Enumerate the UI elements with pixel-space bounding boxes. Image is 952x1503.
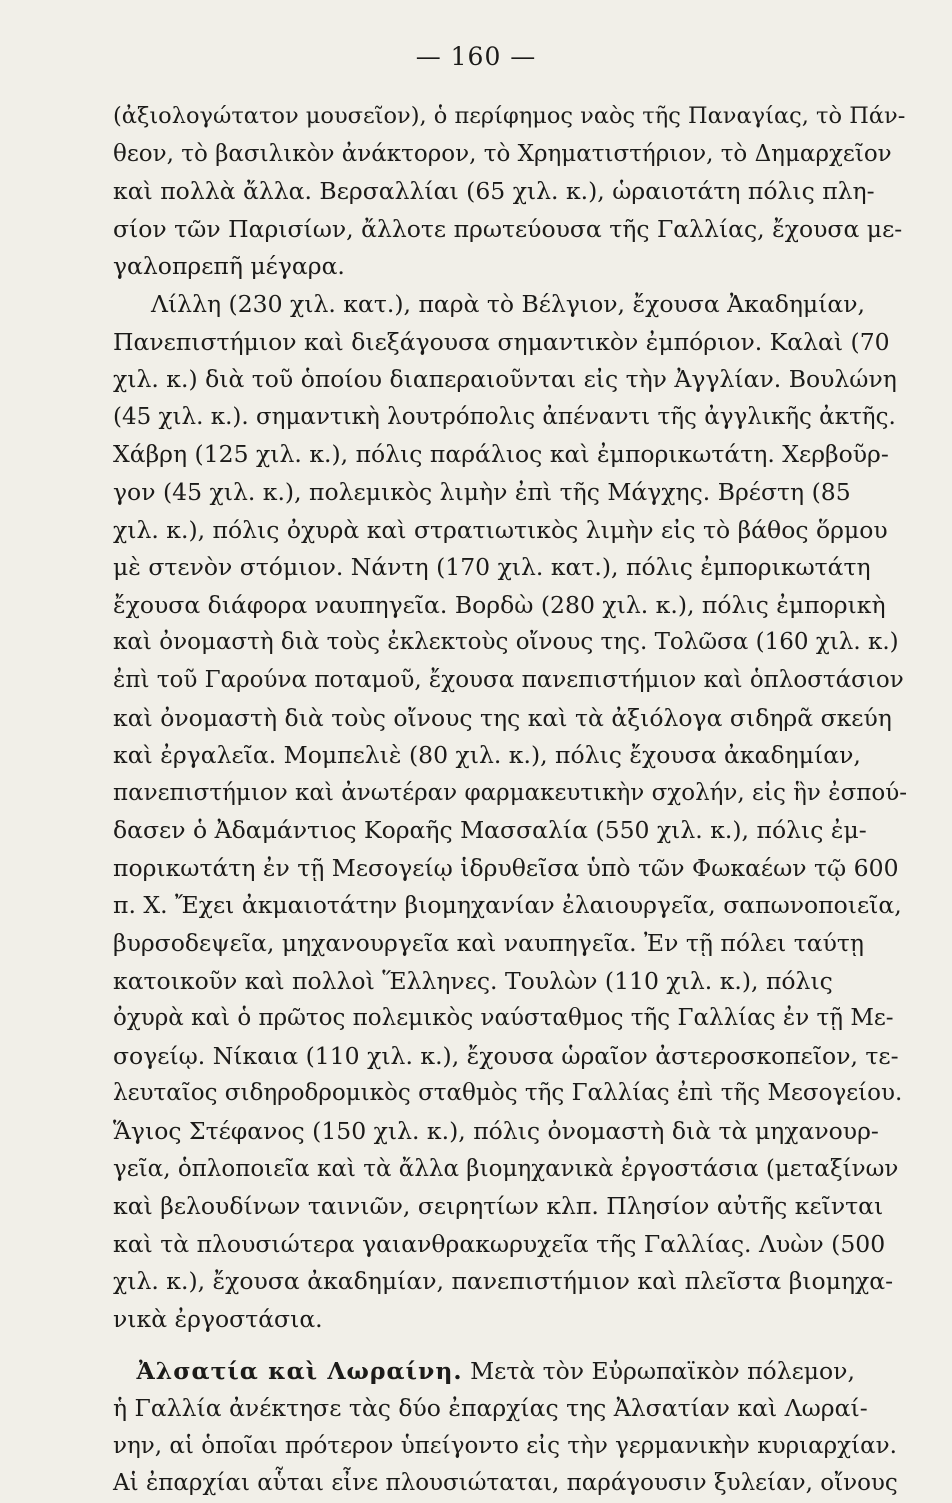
text-line: γεῖα, ὁπλοποιεῖα καὶ τὰ ἄλλα βιομηχανικὰ ἐργοστάσια (μεταξίνων xyxy=(113,1155,899,1182)
text-line: λευταῖος σιδηροδρομικὸς σταθμὸς τῆς Γαλλίας ἐπὶ τῆς Μεσογείου. xyxy=(113,1080,903,1107)
text-line: νικὰ ἐργοστάσια. xyxy=(113,1305,323,1333)
text-line: καὶ τὰ πλουσιώτερα γαιανθρακωρυχεῖα τῆς Γαλλίας. Λυὼν (500 xyxy=(113,1229,886,1258)
text-line: πανεπιστήμιον καὶ ἀνωτέραν φαρμακευτικὴν σχολήν, εἰς ἣν ἐσπού- xyxy=(113,779,907,806)
paragraph-alsace-lorraine xyxy=(113,1390,908,1503)
section-first-line: Μετὰ τὸν Εὐρωπαϊκὸν πόλεμον, xyxy=(470,1356,855,1385)
text-line: καὶ ἐργαλεῖα. Μομπελιὲ (80 χιλ. κ.), πόλις ἔχουσα ἀκαδημίαν, xyxy=(113,741,861,770)
text-line: Λίλλη (230 χιλ. κατ.), παρὰ τὸ Βέλγιον, ἔχουσα Ἀκαδημίαν, xyxy=(151,289,866,318)
text-line: καὶ ὀνομαστὴ διὰ τοὺς οἴνους της καὶ τὰ ἀξιόλογα σιδηρᾶ σκεύη xyxy=(113,703,892,732)
text-line: Ἅγιος Στέφανος (150 χιλ. κ.), πόλις ὀνομαστὴ διὰ τὰ μηχανουρ- xyxy=(113,1117,879,1146)
text-line: πορικωτάτη ἐν τῇ Μεσογείῳ ἱδρυθεῖσα ὑπὸ τῶν Φωκαέων τῷ 600 xyxy=(113,853,899,882)
text-line: χιλ. κ.), ἔχουσα ἀκαδημίαν, πανεπιστήμιον καὶ πλεῖστα βιομηχα- xyxy=(113,1267,894,1296)
text-line: ἐπὶ τοῦ Γαρούνα ποταμοῦ, ἔχουσα πανεπιστήμιον καὶ ὁπλοστάσιον xyxy=(113,666,904,693)
text-line: καὶ ὀνομαστὴ διὰ τοὺς ἐκλεκτοὺς οἴνους της. Τολῶσα (160 χιλ. κ.) xyxy=(113,629,899,656)
text-line: Πανεπιστήμιον καὶ διεξάγουσα σημαντικὸν ἐμπόριον. Καλαὶ (70 xyxy=(113,327,890,356)
paragraph-paris xyxy=(113,98,908,286)
text-line: Χάβρη (125 χιλ. κ.), πόλις παράλιος καὶ ἐμπορικωτάτη. Χερβοῦρ- xyxy=(113,440,889,469)
text-line: νην, αἱ ὁποῖαι πρότερον ὑπείγοντο εἰς τὴν γερμανικὴν κυριαρχίαν. xyxy=(113,1432,897,1459)
text-line: μὲ στενὸν στόμιον. Νάντη (170 χιλ. κατ.), πόλις ἐμπορικωτάτη xyxy=(113,553,871,582)
text-line: ὀχυρὰ καὶ ὁ πρῶτος πολεμικὸς ναύσταθμος τῆς Γαλλίας ἐν τῇ Με- xyxy=(113,1005,894,1032)
text-line: χιλ. κ.) διὰ τοῦ ὁποίου διαπεραιοῦνται εἰς τὴν Ἀγγλίαν. Βουλώνη xyxy=(113,365,897,394)
section-alsace-lorraine-line xyxy=(113,1353,908,1391)
text-line: ἔχουσα διάφορα ναυπηγεῖα. Βορδὼ (280 χιλ. κ.), πόλις ἐμπορικὴ xyxy=(113,590,886,619)
paragraph-french-cities xyxy=(113,286,908,1339)
page-number: — 160 — xyxy=(415,42,537,71)
text-line: θεον, τὸ βασιλικὸν ἀνάκτορον, τὸ Χρηματιστήριον, τὸ Δημαρχεῖον xyxy=(113,140,892,167)
text-line: βυρσοδεψεῖα, μηχανουργεῖα καὶ ναυπηγεῖα. Ἐν τῇ πόλει ταύτῃ xyxy=(113,929,864,958)
text-line: γαλοπρεπῆ μέγαρα. xyxy=(113,252,345,281)
text-line: σογείῳ. Νίκαια (110 χιλ. κ.), ἔχουσα ὡραῖον ἀστεροσκοπεῖον, τε- xyxy=(113,1041,899,1070)
text-line: (ἀξιολογώτατον μουσεῖον), ὁ περίφημος ναὸς τῆς Παναγίας, τὸ Πάν- xyxy=(113,103,906,129)
text-line: Αἱ ἐπαρχίαι αὗται εἶνε πλουσιώταται, παράγουσιν ξυλείαν, οἴνους xyxy=(113,1470,898,1497)
text-line: σίον τῶν Παρισίων, ἄλλοτε πρωτεύουσα τῆς Γαλλίας, ἔχουσα με- xyxy=(113,214,903,243)
text-line: καὶ πολλὰ ἄλλα. Βερσαλλίαι (65 χιλ. κ.), ὡραιοτάτη πόλις πλη- xyxy=(113,177,875,206)
text-line: γον (45 χιλ. κ.), πολεμικὸς λιμὴν ἐπὶ τῆς Μάγχης. Βρέστη (85 xyxy=(113,477,851,506)
section-heading: Ἀλσατία καὶ Λωραίνη. xyxy=(136,1356,463,1385)
text-line: καὶ βελουδίνων ταινιῶν, σειρητίων κλπ. Πλησίον αὐτῆς κεῖνται xyxy=(113,1192,884,1221)
text-line: (45 χιλ. κ.). σημαντικὴ λουτρόπολις ἀπέναντι τῆς ἀγγλικῆς ἀκτῆς. xyxy=(113,403,896,430)
text-line: δασεν ὁ Ἀδαμάντιος Κοραῆς Μασσαλία (550 χιλ. κ.), πόλις ἐμ- xyxy=(113,816,867,845)
text-line: π. Χ. Ἔχει ἀκμαιοτάτην βιομηχανίαν ἐλαιουργεῖα, σαπωνοποιεῖα, xyxy=(113,891,902,920)
text-line: ἡ Γαλλία ἀνέκτησε τὰς δύο ἐπαρχίας της Ἀλσατίαν καὶ Λωραί- xyxy=(113,1394,868,1423)
text-line: χιλ. κ.), πόλις ὀχυρὰ καὶ στρατιωτικὸς λιμὴν εἰς τὸ βάθος ὅρμου xyxy=(113,515,888,544)
body-text xyxy=(113,98,908,1503)
text-line: κατοικοῦν καὶ πολλοὶ Ἕλληνες. Τουλὼν (110 χιλ. κ.), πόλις xyxy=(113,966,833,995)
